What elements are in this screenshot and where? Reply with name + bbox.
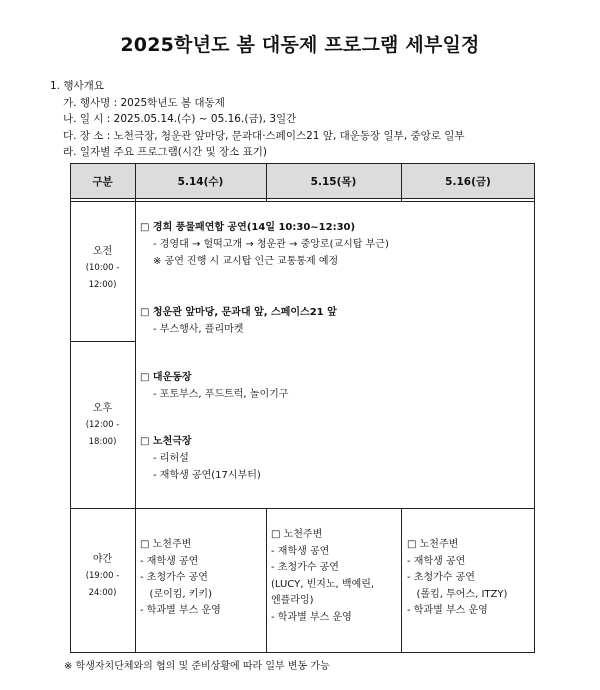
overview-place: 다. 장 소 : 노천극장, 청운관 앞마당, 문과대·스페이스21 앞, 대운동장 일부, 중앙로 일부 [63, 129, 465, 142]
night-line: - 학과별 부스 운영 [140, 605, 221, 616]
night-line: (LUCY, 빈지노, 백예린, [271, 578, 375, 590]
slot-morning-end: 12:00) [88, 280, 117, 290]
night-program-day-1 [140, 537, 221, 620]
overview-schedule-intro: 라. 일자별 주요 프로그램(시간 및 장소 표기) [63, 146, 267, 158]
header-day-1: 5.14(수) [135, 163, 266, 199]
row-divider-night [70, 508, 535, 509]
night-line: - 학과별 부스 운영 [407, 605, 488, 616]
program-detail: - 리허설 [153, 453, 189, 464]
overview-date: 나. 일 시 : 2025.05.14.(수) ~ 05.16.(금), 3일간 [63, 113, 297, 125]
header-divider-b [70, 201, 535, 202]
program-heading: □ 노천극장 [140, 436, 192, 447]
program-stadium [140, 369, 288, 403]
night-heading: □ 노천주변 [271, 529, 323, 540]
event-overview [50, 78, 465, 161]
night-heading: □ 노천주변 [407, 539, 459, 550]
footnote: ※ 학생자치단체와의 협의 및 준비상황에 따라 일부 변동 가능 [64, 661, 330, 672]
schedule-table [70, 163, 535, 653]
program-detail: - 포토부스, 푸드트럭, 놀이기구 [153, 389, 289, 400]
slot-morning [70, 243, 135, 294]
night-line: - 초청가수 공연 [140, 572, 208, 583]
program-detail: - 재학생 공연(17시부터) [153, 470, 261, 481]
table-border-bottom [70, 652, 535, 653]
program-pungmul [140, 219, 389, 270]
slot-afternoon-end: 18:00) [88, 437, 117, 447]
slot-afternoon [70, 400, 135, 451]
header-day-3: 5.16(금) [401, 163, 535, 199]
night-program-day-2 [271, 527, 374, 626]
night-line: - 초청가수 공연 [407, 572, 475, 583]
program-detail: ※ 공연 진행 시 교시탑 인근 교통통제 예정 [153, 256, 339, 267]
page-title: 2025학년도 봄 대동제 프로그램 세부일정 [120, 34, 480, 56]
column-divider-3-night [401, 508, 402, 653]
table-border-top [70, 163, 535, 164]
night-line: 엔플라잉) [271, 595, 314, 606]
header-category: 구분 [70, 163, 135, 199]
header-day-2: 5.15(목) [266, 163, 401, 199]
header-divider-a [70, 198, 535, 199]
program-booths [140, 304, 337, 338]
program-heading: □ 청운관 앞마당, 문과대 앞, 스페이스21 앞 [140, 307, 337, 318]
column-divider-3-header [401, 163, 402, 202]
program-detail: - 부스행사, 플리마켓 [153, 324, 244, 335]
night-line: - 재학생 공연 [140, 555, 199, 567]
program-heading: □ 대운동장 [140, 372, 192, 383]
slot-morning-start: (10:00 - [85, 263, 120, 273]
column-divider-2-night [266, 508, 267, 653]
night-line: - 재학생 공연 [271, 545, 330, 557]
night-line: - 초청가수 공연 [271, 562, 339, 573]
slot-night-end: 24:00) [88, 588, 117, 598]
column-divider-2-header [266, 163, 267, 202]
program-detail: - 경영대 → 헐떡고개 → 청운관 → 중앙로(교시탑 부근) [153, 239, 389, 250]
overview-event-name: 가. 행사명 : 2025학년도 봄 대동제 [63, 96, 225, 109]
slot-afternoon-start: (12:00 - [85, 420, 120, 430]
overview-heading: 1. 행사개요 [50, 80, 104, 92]
slot-night-start: (19:00 - [85, 571, 120, 581]
table-border-right [534, 163, 535, 653]
night-program-day-3 [407, 537, 507, 620]
row-divider-morning [70, 341, 136, 342]
night-line: (폴킴, 투어스, ITZY) [407, 588, 508, 600]
slot-night [70, 551, 135, 602]
slot-night-name: 야간 [92, 554, 113, 565]
night-heading: □ 노천주변 [140, 539, 192, 550]
slot-morning-name: 오전 [92, 246, 113, 257]
night-line: - 학과별 부스 운영 [271, 611, 352, 623]
program-heading: □ 경희 풍물패연합 공연(14일 10:30~12:30) [140, 222, 356, 233]
column-divider-1 [135, 163, 136, 653]
night-line: - 재학생 공연 [407, 555, 466, 567]
slot-afternoon-name: 오후 [92, 403, 113, 414]
program-amphitheater [140, 433, 261, 484]
night-line: (로이킴, 키키) [140, 588, 212, 600]
